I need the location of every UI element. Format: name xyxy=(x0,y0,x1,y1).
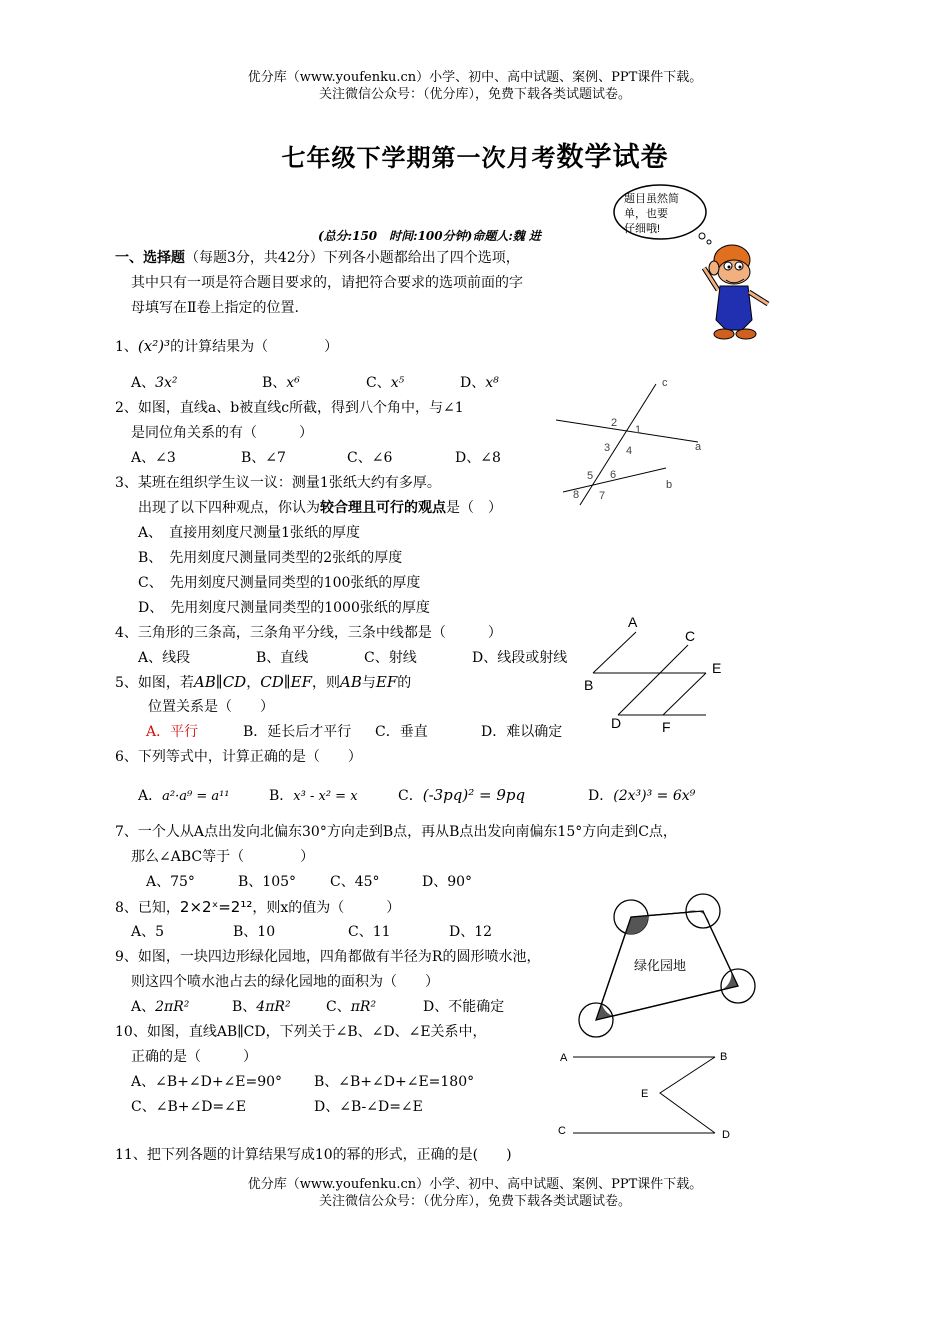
section1-line-1 xyxy=(115,249,520,267)
q3-option-b[interactable]: B、 先用刻度尺测量同类型的2张纸的厚度 xyxy=(138,550,403,566)
bubble-line-1: 题目虽然简 xyxy=(624,193,679,205)
q10-line-2: 正确的是（ ） xyxy=(131,1049,257,1065)
q3-option-a[interactable]: A、 直接用刻度尺测量1张纸的厚度 xyxy=(138,525,361,541)
q1-stem-text: 的计算结果为（ ） xyxy=(170,339,339,355)
q1-number: 1、 xyxy=(115,339,138,355)
q5-options xyxy=(146,723,562,741)
q2-option-a[interactable]: A、∠3 xyxy=(131,450,176,466)
q8-option-d[interactable]: D、12 xyxy=(449,924,493,940)
q10-label-C: C xyxy=(558,1125,566,1137)
q11-stem: 11、把下列各题的计算结果写成10的幂的形式，正确的是( ) xyxy=(115,1147,512,1163)
mascot-illustration xyxy=(606,180,786,345)
q4-label-F: F xyxy=(662,719,671,735)
q2-angle-2: 2 xyxy=(611,417,618,429)
q6-option-a[interactable]: A．a²·a⁹ = a¹¹ xyxy=(138,788,230,804)
q10-option-b[interactable]: B、∠B+∠D+∠E=180° xyxy=(314,1074,475,1090)
q2-option-b[interactable]: B、∠7 xyxy=(241,450,286,466)
q5-line-1: 5、如图，若AB∥CD，CD∥EF，则AB与EF的 xyxy=(115,673,412,691)
q8-stem: 8、已知，2×2ˣ=2¹²，则x的值为（ ） xyxy=(115,898,401,916)
q4-option-c[interactable]: C、射线 xyxy=(364,650,417,666)
q1-option-a[interactable]: A、3x² xyxy=(131,375,178,391)
section1-line-2: 其中只有一项是符合题目要求的，请把符合要求的选项前面的字 xyxy=(131,275,523,291)
q7-option-c[interactable]: C、45° xyxy=(330,874,380,890)
q4-label-C: C xyxy=(685,628,696,644)
q2-angle-4: 4 xyxy=(626,445,633,457)
q3-option-c[interactable]: C、 先用刻度尺测量同类型的100张纸的厚度 xyxy=(138,575,421,591)
q10-label-D: D xyxy=(722,1129,730,1141)
q9-line-1: 9、如图，一块四边形绿化园地，四角都做有半径为R的圆形喷水池， xyxy=(115,949,541,965)
q7-option-a[interactable]: A、75° xyxy=(146,874,195,890)
q8-option-a[interactable]: A、5 xyxy=(131,924,165,940)
q4-stem: 4、三角形的三条高，三条角平分线，三条中线都是（ ） xyxy=(115,625,502,641)
footer-line-2: 关注微信公众号：（优分库），免费下载各类试题试卷。 xyxy=(318,1194,631,1209)
q6-option-c[interactable]: C．(-3pq)² = 9pq xyxy=(398,786,526,804)
q2-angle-6: 6 xyxy=(610,469,617,481)
title-emphasis: 数学试卷 xyxy=(556,142,669,173)
q2-angle-1: 1 xyxy=(635,424,642,436)
q6-option-b[interactable]: B．x³ - x² = x xyxy=(269,788,358,804)
section1-note: （每题3分，共42分）下列各小题都给出了四个选项， xyxy=(185,250,520,266)
q10-label-B: B xyxy=(720,1051,728,1063)
q7-option-d[interactable]: D、90° xyxy=(422,874,473,890)
q2-angle-8: 8 xyxy=(573,489,580,501)
bubble-line-3: 仔细哦! xyxy=(624,223,661,235)
q9-option-d[interactable]: D、不能确定 xyxy=(423,999,505,1015)
q2-angle-5: 5 xyxy=(587,470,594,482)
q9-options xyxy=(131,998,504,1016)
q9-label: 绿化园地 xyxy=(634,958,687,973)
title-prefix: 七年级下学期第一次月考 xyxy=(281,144,557,172)
q4-option-a[interactable]: A、线段 xyxy=(138,650,191,666)
q2-angle-3: 3 xyxy=(604,442,611,454)
q2-label-c: c xyxy=(662,377,668,389)
q4-option-b[interactable]: B、直线 xyxy=(256,650,309,666)
header-line-2: 关注微信公众号：（优分库），免费下载各类试题试卷。 xyxy=(318,87,631,102)
q3-emphasis: 较合理且可行的观点 xyxy=(320,500,446,516)
q10-option-d[interactable]: D、∠B-∠D=∠E xyxy=(314,1099,423,1115)
section1-line-3: 母填写在Ⅱ卷上指定的位置. xyxy=(131,300,299,316)
q7-line-2: 那么∠ABC等于（ ） xyxy=(131,849,315,865)
q2-figure xyxy=(548,370,718,515)
q1-option-d[interactable]: D、x⁸ xyxy=(460,375,499,391)
q1-expression: (x²)³ xyxy=(137,337,171,355)
section1-head: 一、选择题 xyxy=(115,250,185,266)
q7-options xyxy=(146,873,472,891)
q1-stem xyxy=(115,337,338,356)
q4-label-D: D xyxy=(611,715,622,731)
bubble-line-2: 单，也要 xyxy=(624,208,668,220)
q2-option-c[interactable]: C、∠6 xyxy=(347,450,393,466)
q10-options-row-2 xyxy=(131,1098,423,1116)
q4-label-E: E xyxy=(712,660,722,676)
page-title xyxy=(0,135,950,174)
q1-option-c[interactable]: C、x⁵ xyxy=(366,375,405,391)
q1-options xyxy=(131,374,499,392)
q9-option-b[interactable]: B、4πR² xyxy=(232,999,291,1015)
q10-figure xyxy=(555,1045,745,1145)
q2-angle-7: 7 xyxy=(599,490,606,502)
q5-option-b[interactable]: B．延长后才平行 xyxy=(243,724,352,740)
q3-line-2: 出现了以下四种观点，你认为较合理且可行的观点是（ ） xyxy=(138,500,502,516)
footer-line-1: 优分库（www.youfenku.cn）小学、初中、高中试题、案例、PPT课件下载。 xyxy=(247,1177,703,1192)
q6-stem: 6、下列等式中，计算正确的是（ ） xyxy=(115,749,362,765)
q3-line-1: 3、某班在组织学生议一议：测量1张纸大约有多厚。 xyxy=(115,475,441,491)
header-line-1: 优分库（www.youfenku.cn）小学、初中、高中试题、案例、PPT课件下载。 xyxy=(247,70,703,85)
q5-line-2: 位置关系是（ ） xyxy=(148,699,274,715)
q5-option-c[interactable]: C．垂直 xyxy=(375,724,428,740)
q9-option-a[interactable]: A、2πR² xyxy=(131,999,190,1015)
q2-line-2: 是同位角关系的有（ ） xyxy=(131,425,313,441)
q8-options xyxy=(131,923,492,941)
q10-options-row-1 xyxy=(131,1073,474,1091)
q10-label-A: A xyxy=(560,1052,568,1064)
q2-line-1: 2、如图，直线a、b被直线c所截，得到八个角中，与∠1 xyxy=(115,400,464,416)
q2-options xyxy=(131,449,501,467)
q8-expression: 2×2ˣ=2¹² xyxy=(179,898,253,916)
q4-q5-figure xyxy=(578,610,738,740)
q9-line-2: 则这四个喷水池占去的绿化园地的面积为（ ） xyxy=(131,974,439,990)
exam-meta: (总分:150 时间:100分钟)命题人:魏 进 xyxy=(318,229,541,243)
q8-option-c[interactable]: C、11 xyxy=(348,924,391,940)
q4-label-B: B xyxy=(584,677,594,693)
q1-option-b[interactable]: B、x⁶ xyxy=(262,375,300,391)
q8-option-b[interactable]: B、10 xyxy=(233,924,276,940)
q2-label-a: a xyxy=(695,441,702,453)
q4-label-A: A xyxy=(628,614,638,630)
q5-option-a[interactable]: A．平行 xyxy=(146,724,199,740)
q10-option-c[interactable]: C、∠B+∠D=∠E xyxy=(131,1099,247,1115)
q7-option-b[interactable]: B、105° xyxy=(238,874,297,890)
q4-option-d[interactable]: D、线段或射线 xyxy=(472,650,568,666)
q3-option-d[interactable]: D、 先用刻度尺测量同类型的1000张纸的厚度 xyxy=(138,600,430,616)
q4-options xyxy=(138,649,567,667)
q9-figure xyxy=(566,880,766,1045)
q10-option-a[interactable]: A、∠B+∠D+∠E=90° xyxy=(131,1074,283,1090)
q6-options xyxy=(138,786,695,806)
q7-line-1: 7、一个人从A点出发向北偏东30°方向走到B点，再从B点出发向南偏东15°方向走到C点， xyxy=(115,824,677,840)
q10-line-1: 10、如图，直线AB∥CD，下列关于∠B、∠D、∠E关系中， xyxy=(115,1024,487,1040)
q2-label-b: b xyxy=(666,479,673,491)
q6-option-d[interactable]: D．(2x³)³ = 6x⁹ xyxy=(588,788,696,804)
q2-option-d[interactable]: D、∠8 xyxy=(455,450,501,466)
q10-label-E: E xyxy=(641,1088,649,1100)
q5-option-d[interactable]: D．难以确定 xyxy=(481,724,563,740)
q9-option-c[interactable]: C、πR² xyxy=(326,999,377,1015)
